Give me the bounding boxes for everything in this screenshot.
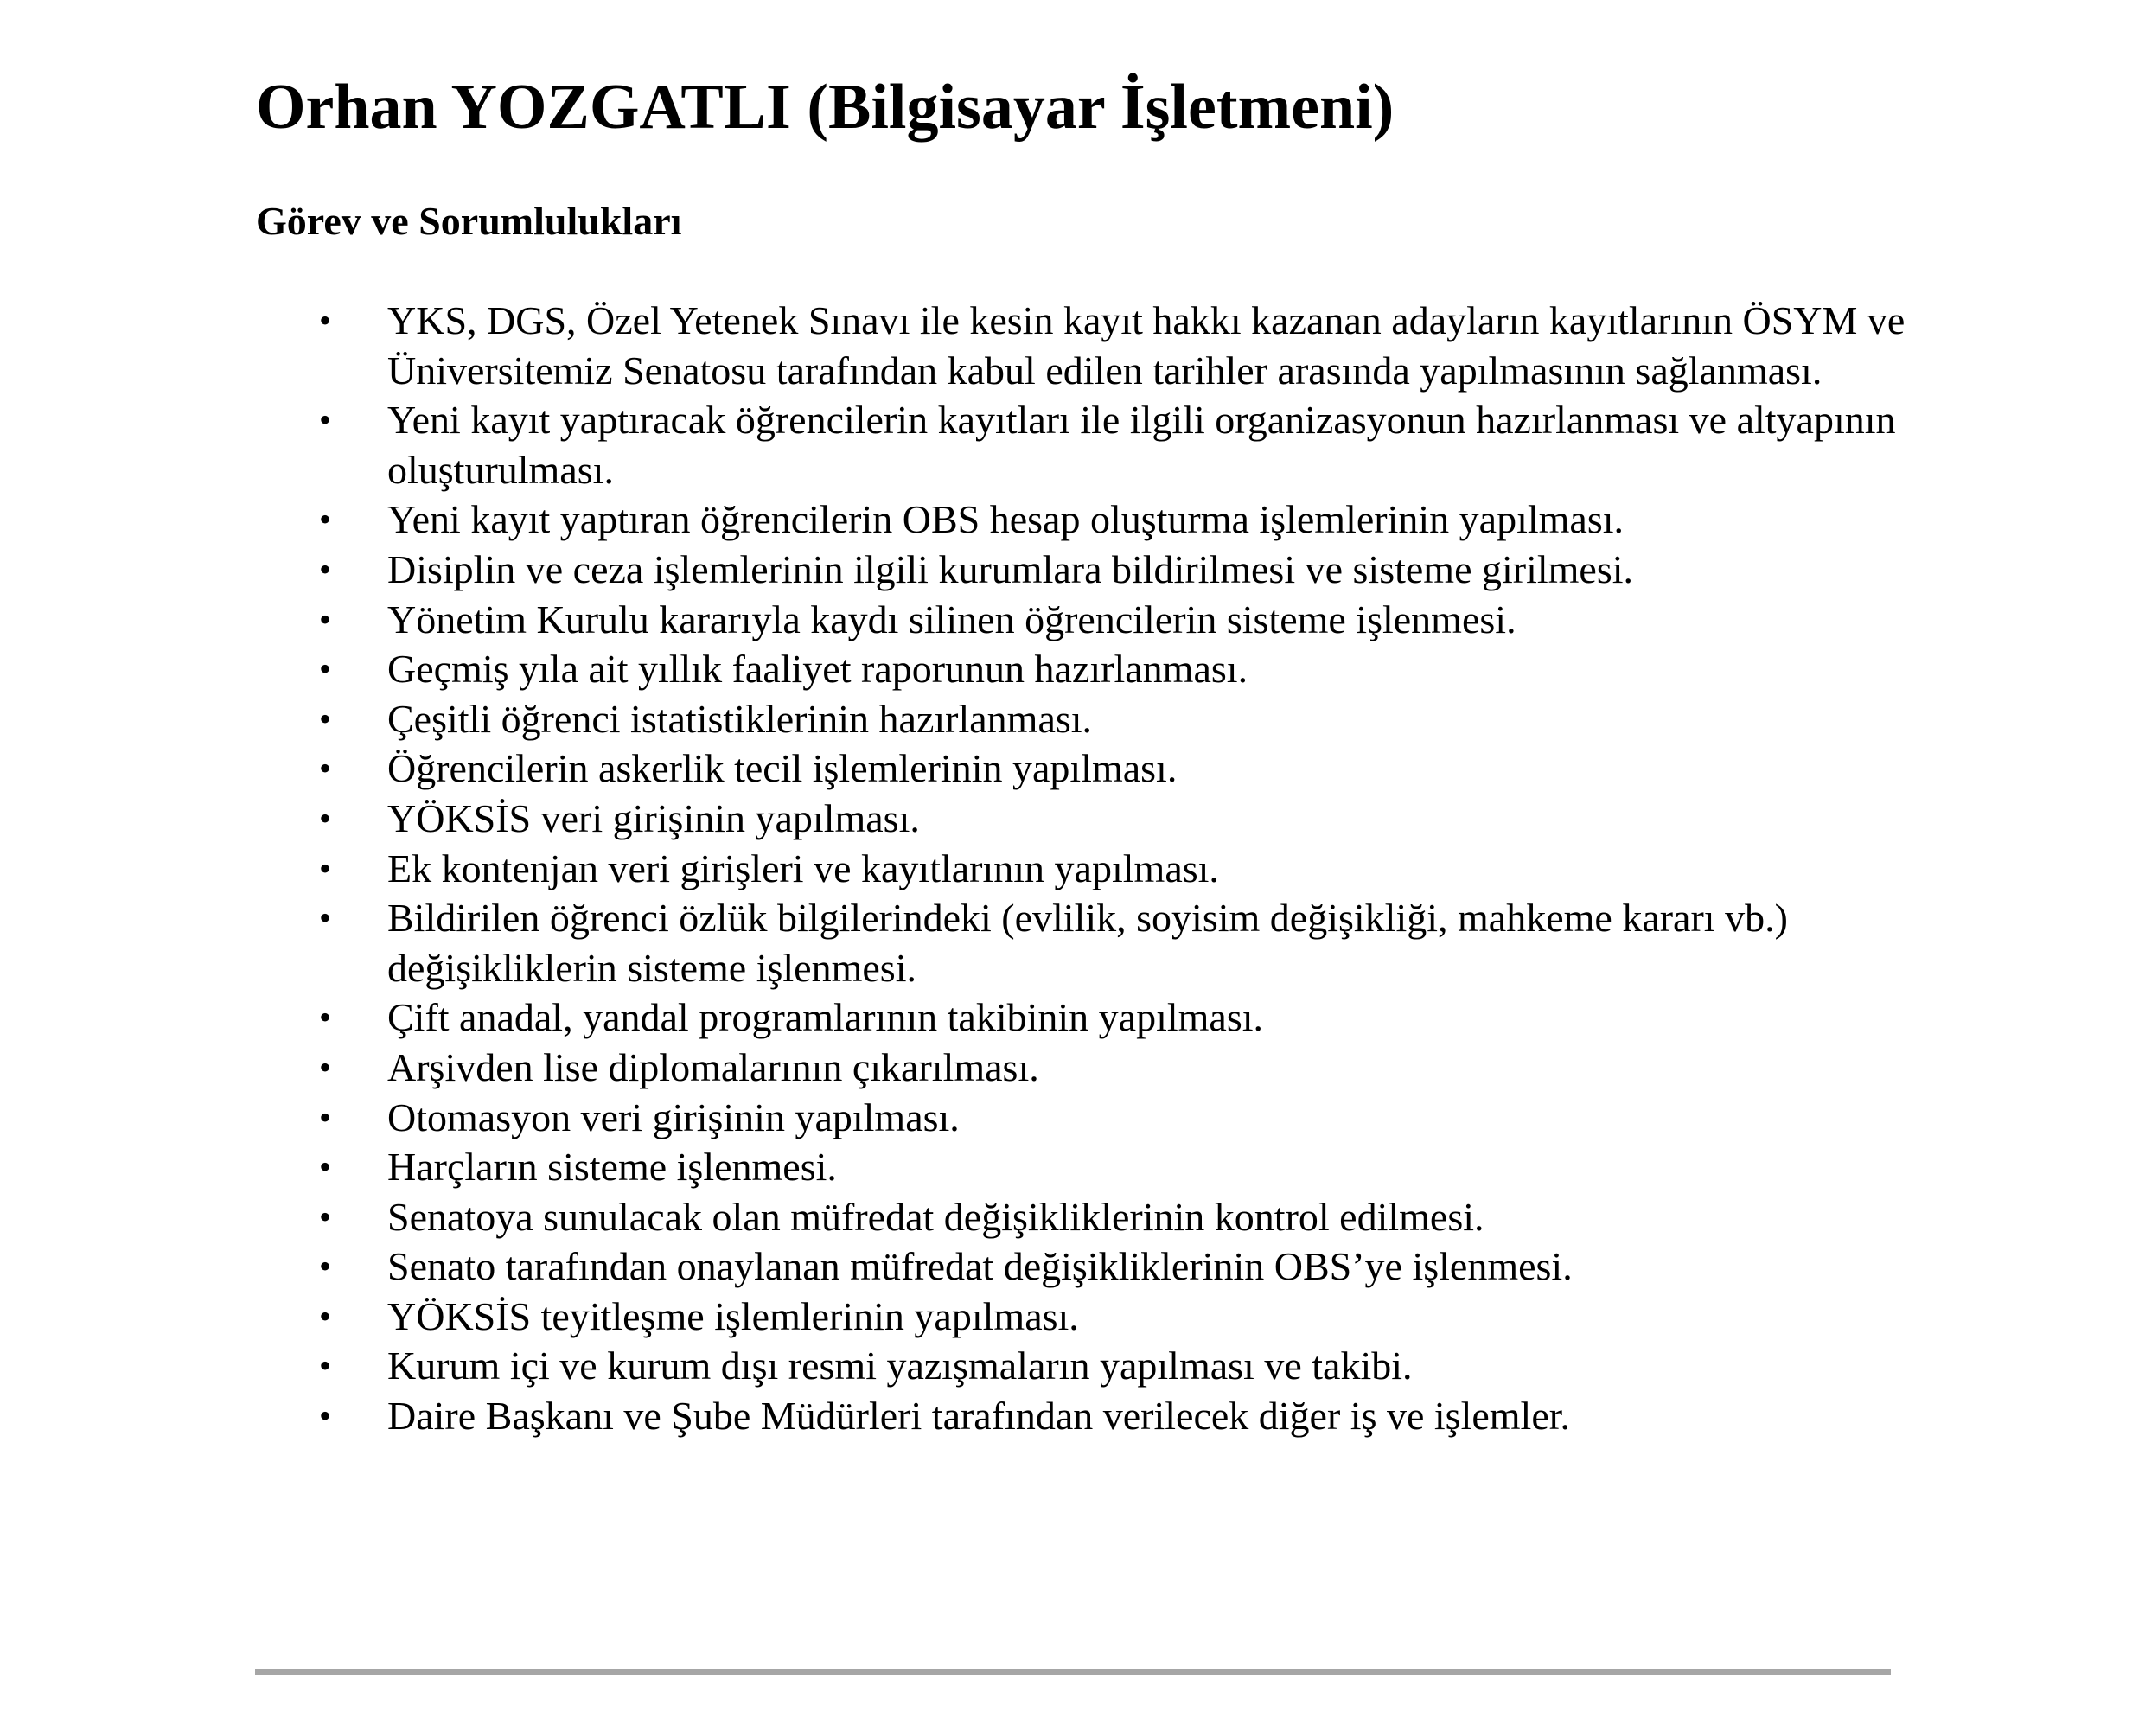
- bullet-icon: •: [319, 599, 332, 639]
- bullet-icon: •: [319, 1247, 332, 1286]
- list-item-text: Ek kontenjan veri girişleri ve kayıtlarının yapılması.: [387, 846, 1219, 890]
- list-item: [319, 744, 1918, 794]
- page-title: Orhan YOZGATLI (Bilgisayar İşletmeni): [256, 72, 1395, 143]
- list-item-text: Otomasyon veri girişinin yapılması.: [387, 1095, 960, 1139]
- bullet-icon: •: [319, 500, 332, 539]
- bullet-icon: •: [319, 1047, 332, 1087]
- list-item-text: Disiplin ve ceza işlemlerinin ilgili kurumlara bildirilmesi ve sisteme girilmesi.: [387, 546, 1634, 591]
- list-item: [319, 1391, 1918, 1441]
- bullet-icon: •: [319, 1197, 332, 1236]
- bullet-icon: •: [319, 749, 332, 788]
- bullet-icon: •: [319, 301, 332, 340]
- list-item: [319, 1292, 1918, 1342]
- bullet-icon: •: [319, 898, 332, 938]
- list-item: [319, 296, 1918, 395]
- list-item-text: Kurum içi ve kurum dışı resmi yazışmaların yapılması ve takibi.: [387, 1343, 1413, 1388]
- list-item-text: Yönetim Kurulu kararıyla kaydı silinen öğrencilerin sisteme işlenmesi.: [387, 597, 1516, 641]
- list-item-text: Bildirilen öğrenci özlük bilgilerindeki (evlilik, soyisim değişikliği, mahkeme kararı vb.) değişikliklerin sisteme işlenmesi.: [387, 896, 1788, 990]
- list-item-text: Senatoya sunulacak olan müfredat değişikliklerinin kontrol edilmesi.: [387, 1194, 1484, 1239]
- bullet-icon: •: [319, 848, 332, 888]
- bullet-icon: •: [319, 549, 332, 589]
- list-item: [319, 495, 1918, 545]
- list-item: [319, 694, 1918, 744]
- footer-divider: [255, 1669, 1891, 1675]
- list-item-text: Öğrencilerin askerlik tecil işlemlerinin yapılması.: [387, 746, 1178, 791]
- list-item: [319, 1093, 1918, 1143]
- list-item: [319, 595, 1918, 645]
- list-item-text: Geçmiş yıla ait yıllık faaliyet raporunun hazırlanması.: [387, 647, 1248, 692]
- section-heading: Görev ve Sorumlulukları: [256, 199, 682, 243]
- bullet-icon: •: [319, 1396, 332, 1436]
- bullet-icon: •: [319, 798, 332, 838]
- bullet-icon: •: [319, 1346, 332, 1386]
- list-item-text: Yeni kayıt yaptıracak öğrencilerin kayıtları ile ilgili organizasyonun hazırlanması ve altyapının oluşturulması.: [387, 398, 1896, 492]
- list-item: [319, 545, 1918, 595]
- list-item: [319, 893, 1918, 992]
- list-item-text: Arşivden lise diplomalarının çıkarılması.: [387, 1044, 1039, 1089]
- bullet-icon: •: [319, 1097, 332, 1137]
- list-item: [319, 1341, 1918, 1391]
- list-item: [319, 395, 1918, 495]
- list-item: [319, 794, 1918, 844]
- list-item-text: YÖKSİS veri girişinin yapılması.: [387, 795, 920, 840]
- list-item-text: Çeşitli öğrenci istatistiklerinin hazırlanması.: [387, 696, 1093, 741]
- bullet-icon: •: [319, 400, 332, 440]
- list-item-text: Yeni kayıt yaptıran öğrencilerin OBS hesap oluşturma işlemlerinin yapılması.: [387, 497, 1625, 542]
- list-item-text: YKS, DGS, Özel Yetenek Sınavı ile kesin kayıt hakkı kazanan adayların kayıtlarının ÖSYM ve Üniversitemiz Senatosu tarafından kabul edilen tarihler arasında yapılmasının sağlanması.: [387, 298, 1906, 393]
- list-item: [319, 992, 1918, 1043]
- list-item-text: Çift anadal, yandal programlarının takibinin yapılması.: [387, 995, 1264, 1040]
- list-item-text: Daire Başkanı ve Şube Müdürleri tarafından verilecek diğer iş ve işlemler.: [387, 1394, 1571, 1439]
- list-item-text: YÖKSİS teyitleşme işlemlerinin yapılması.: [387, 1293, 1079, 1338]
- list-item: [319, 844, 1918, 894]
- list-item-text: Senato tarafından onaylanan müfredat değişikliklerinin OBS’ye işlenmesi.: [387, 1244, 1573, 1289]
- list-item: [319, 1192, 1918, 1242]
- list-item: [319, 1142, 1918, 1192]
- list-item: [319, 1241, 1918, 1292]
- bullet-icon: •: [319, 998, 332, 1037]
- list-item: [319, 1043, 1918, 1093]
- bullet-icon: •: [319, 699, 332, 738]
- bullet-icon: •: [319, 1296, 332, 1336]
- duty-list: [319, 296, 1918, 1441]
- list-item-text: Harçların sisteme işlenmesi.: [387, 1145, 837, 1190]
- bullet-icon: •: [319, 1147, 332, 1187]
- bullet-icon: •: [319, 649, 332, 689]
- list-item: [319, 644, 1918, 694]
